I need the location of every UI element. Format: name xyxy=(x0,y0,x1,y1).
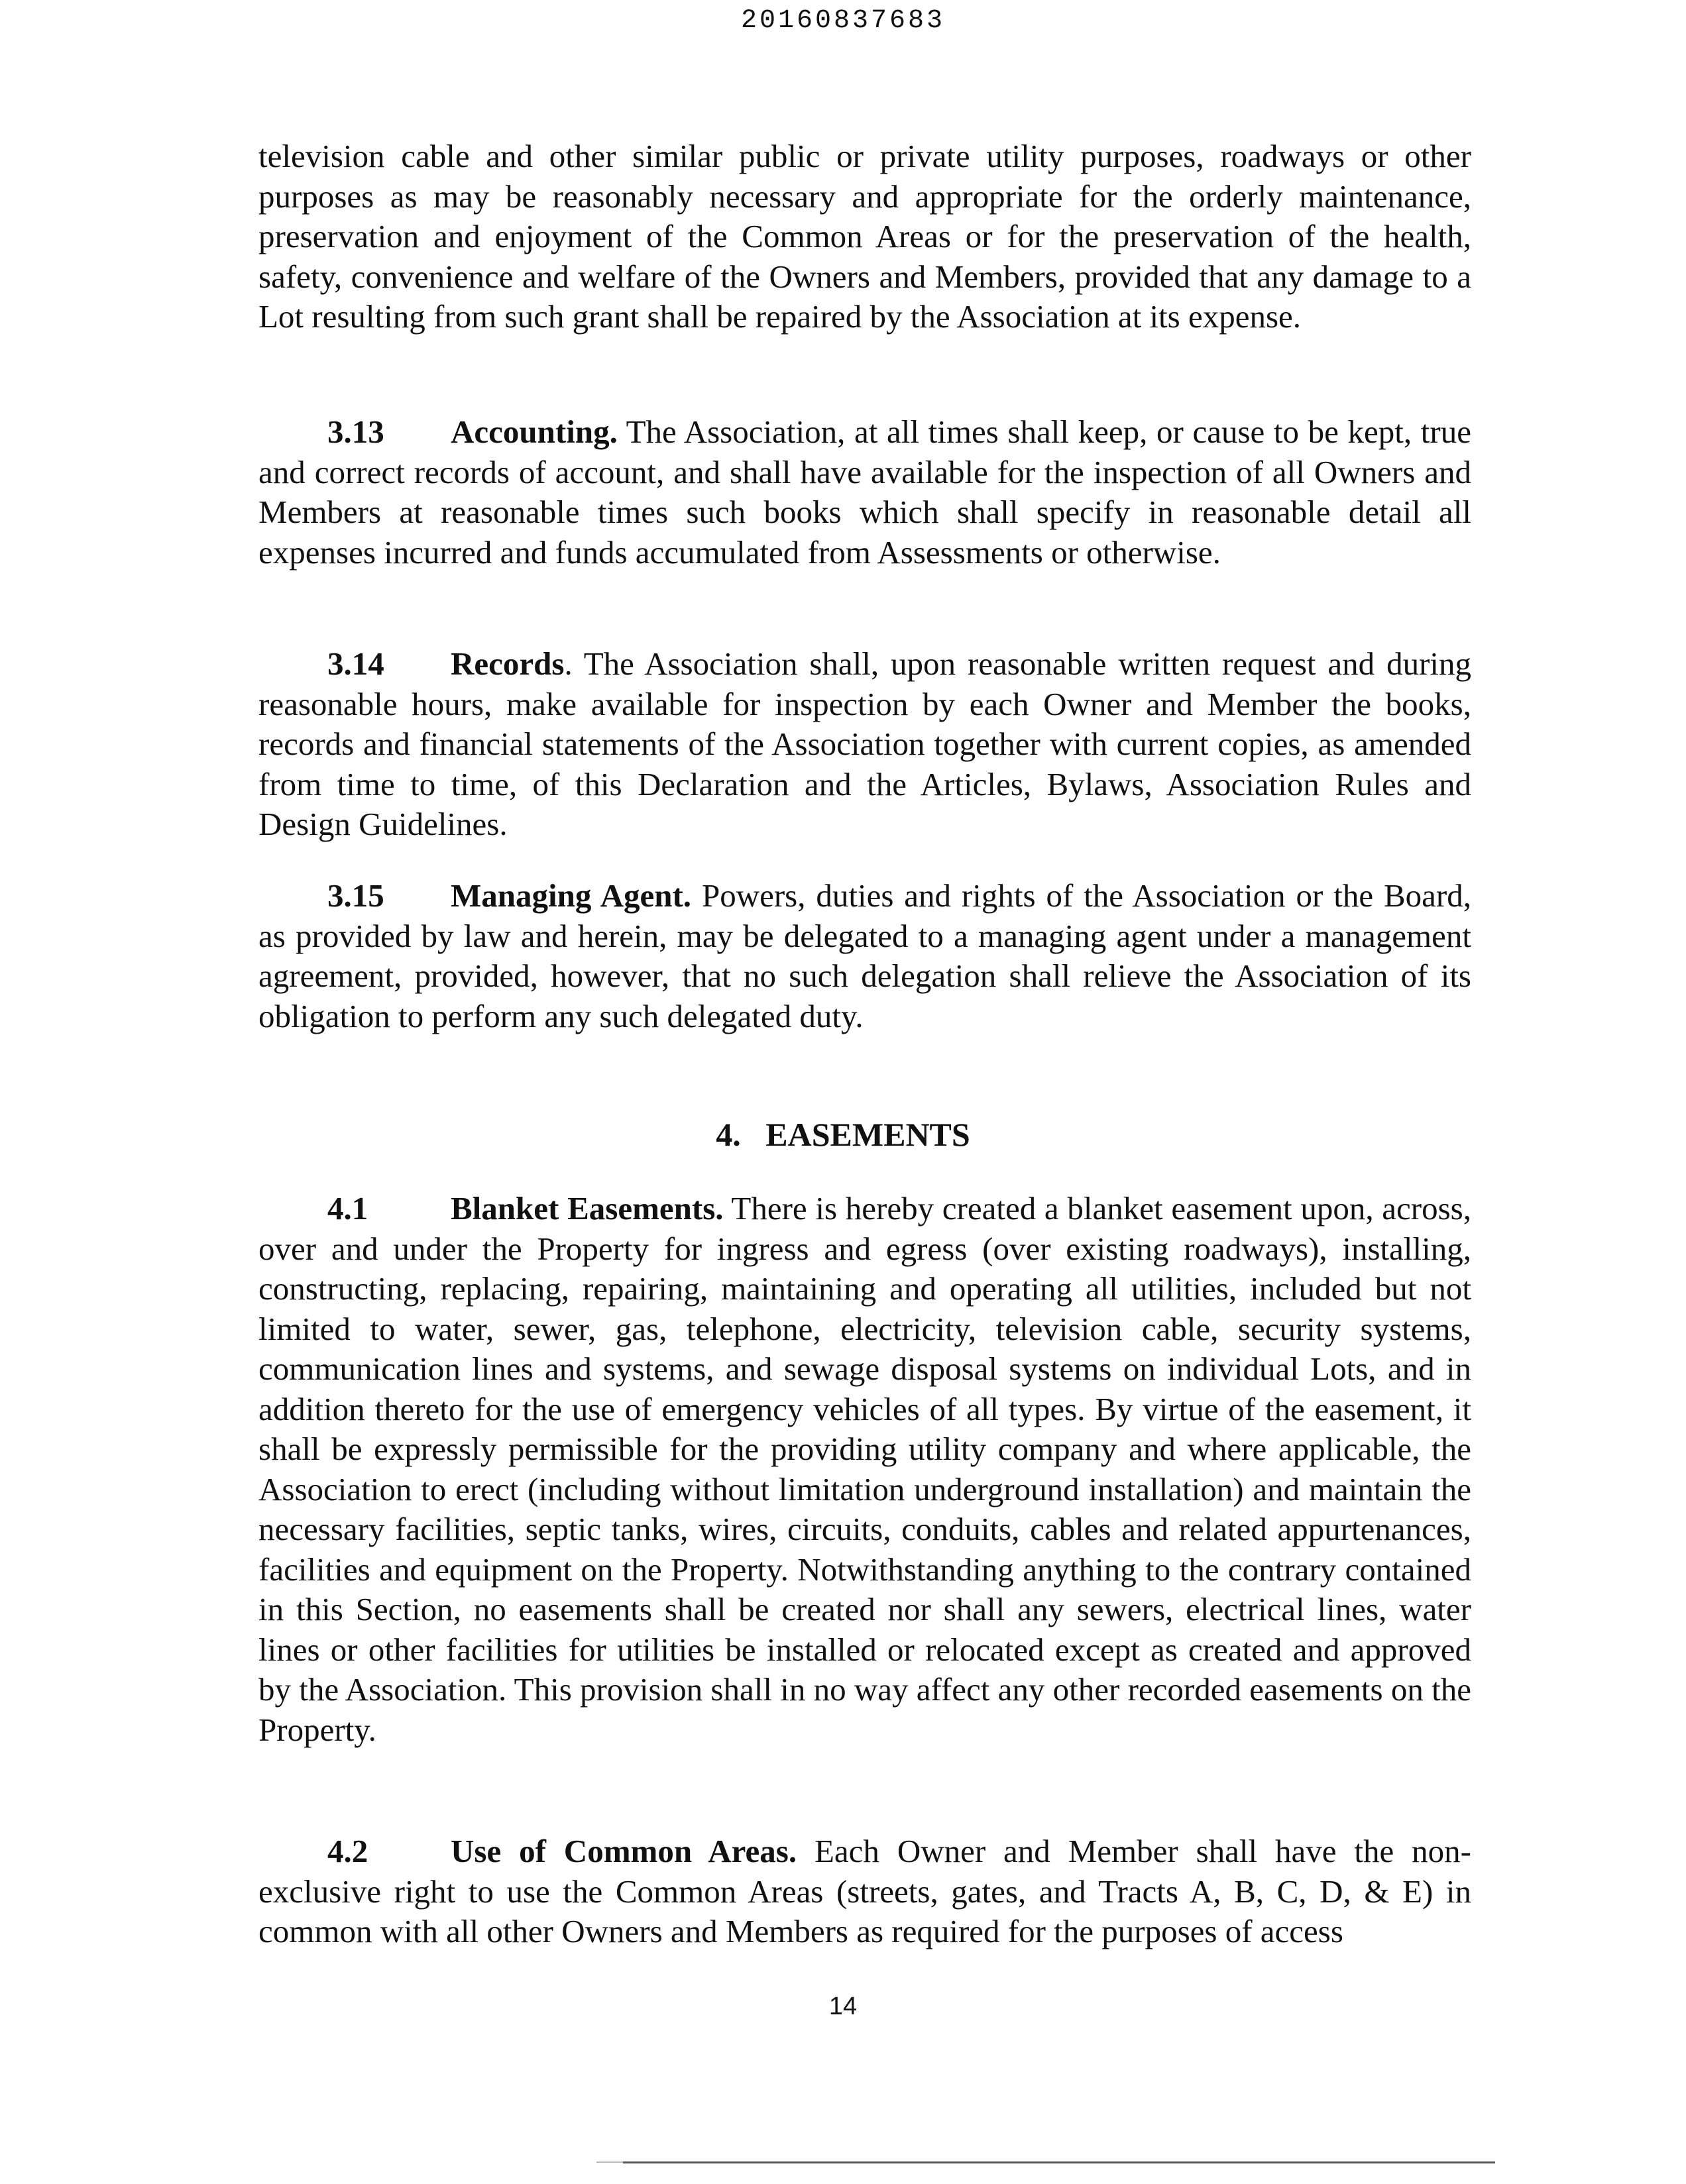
section-3-13 xyxy=(258,412,1471,573)
section-number: 3.15 xyxy=(327,877,384,914)
section-body: Powers, duties and rights of the Association or the Board, as provided by law and herein, may be delegated to a managing agent under a management agreement, provided, however, that no such delegation shall relieve the Association of its obligation to perform any such delegated duty. xyxy=(258,877,1472,1034)
intro-paragraph-text: television cable and other similar public or private utility purposes, roadways or other purposes as may be reasonably necessary and appropriate for the orderly maintenance, preservation and enjoyment of the Common Areas or for the preservation of the health, safety, convenience and welfare of the Owners and Members, provided that any damage to a Lot resulting from such grant shall be repaired by the Association at its expense. xyxy=(258,138,1471,335)
section-body: There is hereby created a blanket easement upon, across, over and under the Property for ingress and egress (over existing roadways), installing, constructing, replacing, repairing, maintaining and operating all utilities, included but not limited to water, sewer, gas, telephone, electricity, television cable, security systems, communication lines and systems, and sewage disposal systems on individual Lots, and in addition thereto for the use of emergency vehicles of all types. By virtue of the easement, it shall be expressly permissible for the providing utility company and where applicable, the Association to erect (including without limitation underground installation) and maintain the necessary facilities, septic tanks, wires, circuits, conduits, cables and related appurtenances, facilities and equipment on the Property. Notwithstanding anything to the contrary contained in this Section, no easements shall be created nor shall any sewers, electrical lines, water lines or other facilities for utilities be installed or relocated except as created and approved by the Association. This provision shall in no way affect any other recorded easements on the Property. xyxy=(258,1190,1471,1748)
section-title: Records xyxy=(451,645,565,682)
article-heading: 4. EASEMENTS xyxy=(716,1116,970,1153)
scan-edge-dash xyxy=(596,2161,623,2163)
section-3-14 xyxy=(258,644,1471,845)
section-body: . The Association shall, upon reasonable written request and during reasonable hours, make available for inspection by each Owner and Member the books, records and financial statements of the Association together with current copies, as amended from time to time, of this Declaration and the Articles, Bylaws, Association Rules and Design Guidelines. xyxy=(258,645,1471,842)
scan-edge-rule xyxy=(623,2161,1495,2163)
section-title: Use of Common Areas. xyxy=(451,1833,797,1869)
section-title: Blanket Easements. xyxy=(451,1190,724,1227)
section-title: Accounting. xyxy=(451,413,618,450)
section-3-15 xyxy=(258,876,1471,1036)
section-number: 4.1 xyxy=(327,1190,368,1227)
section-4-1 xyxy=(258,1189,1471,1750)
section-4-2 xyxy=(258,1831,1471,1952)
page-number: 14 xyxy=(828,1993,858,2020)
document-number: 20160837683 xyxy=(740,6,946,36)
intro-paragraph xyxy=(258,136,1471,337)
section-body: Each Owner and Member shall have the non-exclusive right to use the Common Areas (streets, gates, and Tracts A, B, C, D, & E) in common with all other Owners and Members as required for the purposes of access xyxy=(258,1833,1471,1949)
section-number: 3.14 xyxy=(327,645,384,682)
section-title: Managing Agent. xyxy=(451,877,692,914)
section-number: 3.13 xyxy=(327,413,384,450)
section-number: 4.2 xyxy=(327,1833,368,1869)
section-body: The Association, at all times shall keep, or cause to be kept, true and correct records of account, and shall have available for the inspection of all Owners and Members at reasonable times such books which shall specify in reasonable detail all expenses incurred and funds accumulated from Assessments or otherwise. xyxy=(258,413,1471,571)
